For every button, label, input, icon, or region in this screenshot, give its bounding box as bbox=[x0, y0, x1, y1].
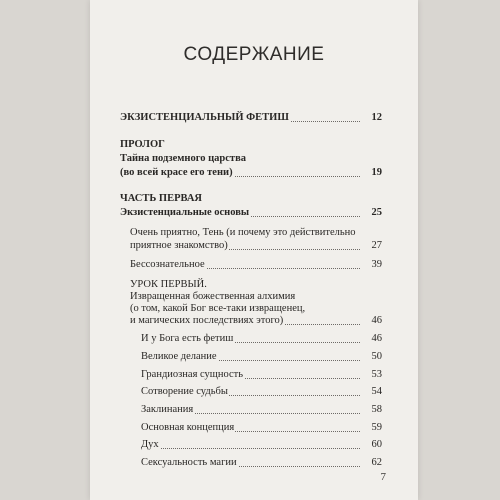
book-page bbox=[90, 0, 418, 500]
lesson1-line1: Извращенная божественная алхимия bbox=[130, 291, 296, 302]
toc-entry-part1 bbox=[120, 207, 382, 219]
toc-page-number: 62 bbox=[371, 457, 382, 468]
toc-entry-lesson1 bbox=[130, 315, 382, 327]
toc-page-number: 46 bbox=[371, 315, 382, 326]
toc-label: И у Бога есть фетиш bbox=[141, 333, 234, 344]
leader-dots bbox=[141, 448, 360, 449]
prolog-title-line1: Тайна подземного царства bbox=[120, 153, 246, 164]
toc-label: Основная концепция bbox=[141, 422, 235, 433]
toc-entry-shadow bbox=[130, 240, 382, 252]
toc-page-number: 60 bbox=[371, 439, 382, 450]
toc-label: Грандиозная сущность bbox=[141, 369, 244, 380]
toc-page-number: 27 bbox=[371, 240, 382, 251]
toc-page-number: 58 bbox=[371, 404, 382, 415]
toc-label: и магических последствиях этого) bbox=[130, 315, 284, 326]
shadow-line1: Очень приятно, Тень (и почему это действительно bbox=[130, 227, 356, 238]
toc-page-number: 46 bbox=[371, 333, 382, 344]
toc-entry-prolog bbox=[120, 167, 382, 179]
page-title: СОДЕРЖАНИЕ bbox=[183, 44, 325, 65]
toc-subitem bbox=[141, 457, 382, 469]
toc-label: Заклинания bbox=[141, 404, 194, 415]
toc-subitem bbox=[141, 351, 382, 363]
toc-page-number: 59 bbox=[371, 422, 382, 433]
toc-subitem bbox=[141, 369, 382, 381]
toc-subitem bbox=[141, 422, 382, 434]
toc-label: Бессознательное bbox=[130, 259, 205, 270]
toc-entry-unconscious bbox=[130, 259, 382, 271]
toc-page-number: 39 bbox=[371, 259, 382, 270]
toc-label: ЭКЗИСТЕНЦИАЛЬНЫЙ ФЕТИШ bbox=[120, 112, 289, 123]
prolog-heading: ПРОЛОГ bbox=[120, 139, 165, 150]
toc-subitem bbox=[141, 439, 382, 451]
part1-heading: ЧАСТЬ ПЕРВАЯ bbox=[120, 193, 203, 204]
toc-label: Экзистенциальные основы bbox=[120, 207, 250, 218]
lesson1-line2: (о том, какой Бог все-таки извращенец, bbox=[130, 303, 306, 314]
toc-label: Сексуальность магии bbox=[141, 457, 237, 468]
toc-page-number: 12 bbox=[371, 112, 382, 123]
toc-entry-fetish bbox=[120, 112, 382, 124]
page-number: 7 bbox=[380, 471, 386, 483]
toc-page-number: 54 bbox=[371, 386, 382, 397]
toc-label: Великое делание bbox=[141, 351, 217, 362]
toc-page-number: 50 bbox=[371, 351, 382, 362]
toc-page-number: 25 bbox=[371, 207, 382, 218]
toc-label: приятное знакомство) bbox=[130, 240, 228, 251]
toc-page-number: 53 bbox=[371, 369, 382, 380]
toc-subitem bbox=[141, 333, 382, 345]
toc-label: (во всей красе его тени) bbox=[120, 167, 233, 178]
toc-page-number: 19 bbox=[371, 167, 382, 178]
toc-subitem bbox=[141, 404, 382, 416]
toc-label: Сотворение судьбы bbox=[141, 386, 228, 397]
toc-label: Дух bbox=[141, 439, 159, 450]
toc-subitem bbox=[141, 386, 382, 398]
lesson1-heading: УРОК ПЕРВЫЙ. bbox=[130, 279, 207, 290]
